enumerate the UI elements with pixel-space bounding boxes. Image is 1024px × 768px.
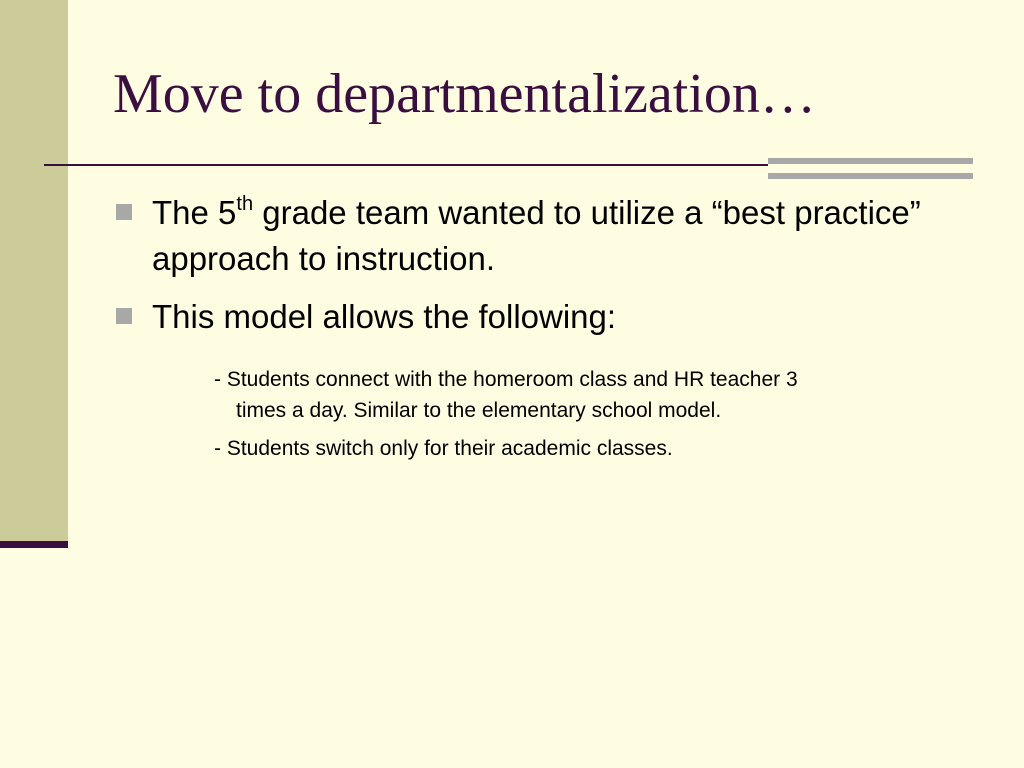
bullet-item-best-practice [116,190,936,282]
decorative-gray-bar-top [768,158,973,164]
sub-point-academic [214,433,944,464]
slide-title: Move to departmentalization… [113,63,816,125]
bullet-item-model [116,294,936,340]
bullet-text-end: grade team wanted to utilize a “best practice” approach to instruction. [152,194,921,277]
bullet-text [116,190,936,282]
bullet-text-start: The 5 [152,194,237,231]
sub-point-line: - Students switch only for their academic classes. [214,437,673,460]
sub-point-homeroom [214,364,944,426]
sub-point-continuation: times a day. Similar to the elementary school model. [236,399,722,422]
side-band [0,0,68,545]
decorative-gray-bar-bottom [768,173,973,179]
bullet-text: This model allows the following: [152,298,617,335]
square-bullet-icon [116,308,132,324]
sub-point-line: - Students connect with the homeroom class and HR teacher 3 [214,368,798,391]
title-underline [44,164,768,166]
side-accent-bar [0,541,68,548]
ordinal-superscript: th [236,193,254,215]
square-bullet-icon [116,204,132,220]
